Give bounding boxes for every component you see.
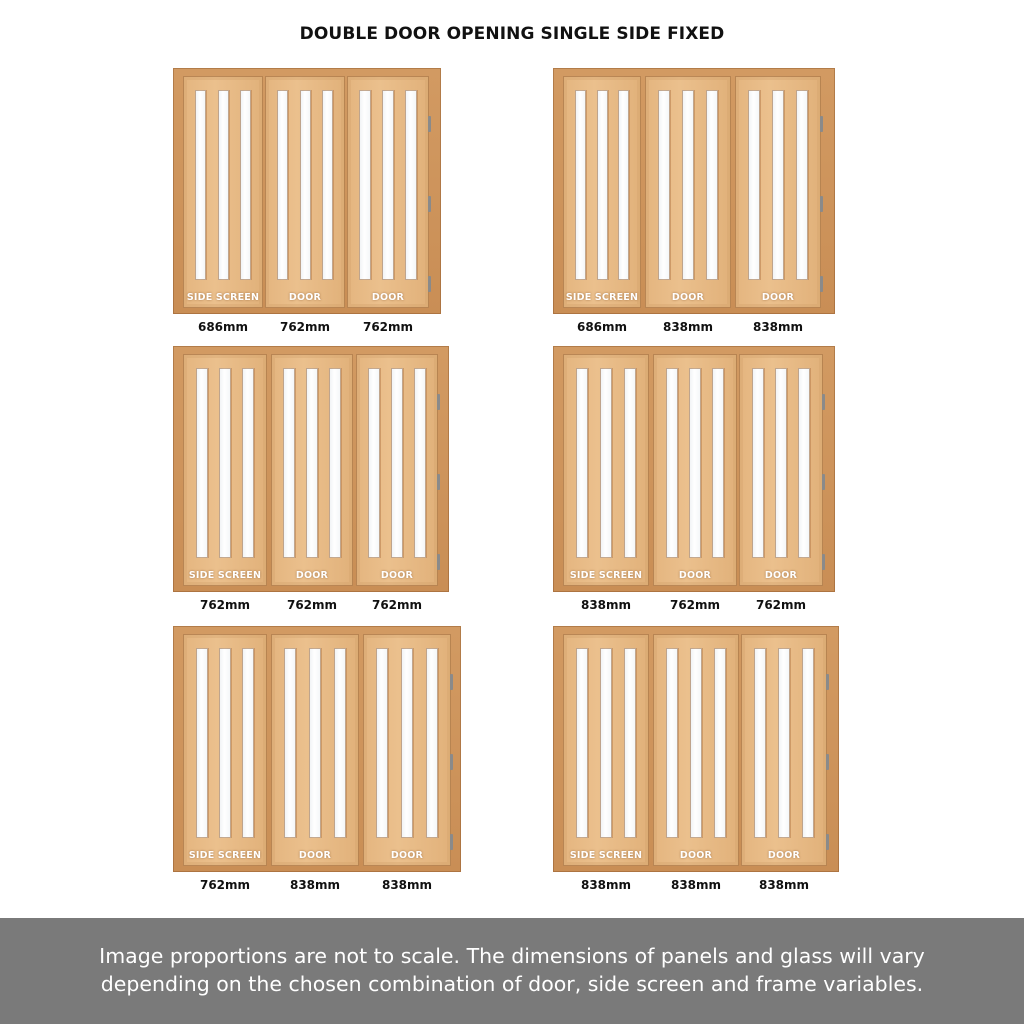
disclaimer-banner bbox=[0, 918, 1024, 1024]
glass-pane bbox=[242, 648, 254, 838]
dimension-label: 838mm bbox=[752, 320, 804, 334]
glass-pane bbox=[689, 368, 701, 558]
glass-pane bbox=[405, 90, 417, 280]
door-panel bbox=[265, 76, 345, 308]
glass-pane bbox=[798, 368, 810, 558]
side-screen-label: SIDE SCREEN bbox=[569, 570, 643, 581]
dimension-label: 838mm bbox=[670, 878, 722, 892]
door-panel bbox=[741, 634, 827, 866]
glass-pane bbox=[322, 90, 333, 280]
dimension-label: 838mm bbox=[381, 878, 433, 892]
door-configuration bbox=[173, 68, 441, 338]
glass-pane bbox=[283, 368, 295, 558]
disclaimer-line-1: Image proportions are not to scale. The dimensions of panels and glass will vary bbox=[99, 944, 925, 968]
dimension-label: 838mm bbox=[758, 878, 810, 892]
dimension-label: 762mm bbox=[755, 598, 807, 612]
glass-pane bbox=[796, 90, 808, 280]
hinge-icon bbox=[822, 554, 825, 570]
glass-pane bbox=[242, 368, 254, 558]
side-screen-label: SIDE SCREEN bbox=[188, 570, 262, 581]
door-label: DOOR bbox=[295, 570, 329, 581]
dimension-label: 762mm bbox=[199, 598, 251, 612]
dimension-row bbox=[553, 878, 839, 894]
glass-pane bbox=[576, 648, 588, 838]
side-screen-panel bbox=[183, 76, 263, 308]
door-panel bbox=[653, 634, 739, 866]
door-label: DOOR bbox=[767, 850, 801, 861]
glass-pane bbox=[575, 90, 586, 280]
hinge-icon bbox=[826, 674, 829, 690]
hinge-icon bbox=[437, 554, 440, 570]
glass-pane bbox=[682, 90, 694, 280]
hinge-icon bbox=[437, 394, 440, 410]
glass-pane bbox=[306, 368, 318, 558]
glass-pane bbox=[376, 648, 388, 838]
glass-pane bbox=[359, 90, 371, 280]
side-screen-label: SIDE SCREEN bbox=[565, 292, 639, 303]
dimension-label: 686mm bbox=[576, 320, 628, 334]
door-label: DOOR bbox=[679, 850, 713, 861]
door-label: DOOR bbox=[371, 292, 405, 303]
door-label: DOOR bbox=[671, 292, 705, 303]
glass-pane bbox=[752, 368, 764, 558]
glass-pane bbox=[600, 368, 612, 558]
dimension-label: 838mm bbox=[662, 320, 714, 334]
hinge-icon bbox=[450, 754, 453, 770]
dimension-row bbox=[553, 598, 835, 614]
dimension-label: 838mm bbox=[580, 598, 632, 612]
glass-pane bbox=[401, 648, 413, 838]
glass-pane bbox=[196, 368, 208, 558]
door-configuration bbox=[553, 346, 835, 616]
glass-pane bbox=[329, 368, 341, 558]
door-configuration bbox=[553, 68, 835, 338]
glass-pane bbox=[597, 90, 608, 280]
dimension-row bbox=[553, 320, 835, 336]
glass-pane bbox=[240, 90, 251, 280]
hinge-icon bbox=[437, 474, 440, 490]
page-title: DOUBLE DOOR OPENING SINGLE SIDE FIXED bbox=[299, 24, 725, 44]
glass-pane bbox=[219, 648, 231, 838]
hinge-icon bbox=[820, 196, 823, 212]
door-label: DOOR bbox=[288, 292, 322, 303]
glass-pane bbox=[754, 648, 766, 838]
hinge-icon bbox=[822, 474, 825, 490]
hinge-icon bbox=[820, 116, 823, 132]
glass-pane bbox=[368, 368, 380, 558]
glass-pane bbox=[624, 648, 636, 838]
hinge-icon bbox=[428, 116, 431, 132]
glass-pane bbox=[666, 368, 678, 558]
glass-pane bbox=[334, 648, 346, 838]
dimension-label: 762mm bbox=[286, 598, 338, 612]
dimension-label: 686mm bbox=[197, 320, 249, 334]
door-configuration bbox=[553, 626, 839, 896]
glass-pane bbox=[712, 368, 724, 558]
door-label: DOOR bbox=[678, 570, 712, 581]
glass-pane bbox=[802, 648, 814, 838]
hinge-icon bbox=[822, 394, 825, 410]
door-configuration bbox=[173, 346, 449, 616]
dimension-row bbox=[173, 598, 449, 614]
dimension-row bbox=[173, 320, 441, 336]
glass-pane bbox=[196, 648, 208, 838]
door-label: DOOR bbox=[390, 850, 424, 861]
glass-pane bbox=[218, 90, 229, 280]
hinge-icon bbox=[826, 754, 829, 770]
side-screen-label: SIDE SCREEN bbox=[569, 850, 643, 861]
dimension-label: 762mm bbox=[199, 878, 251, 892]
door-panel bbox=[739, 354, 823, 586]
glass-pane bbox=[690, 648, 702, 838]
hinge-icon bbox=[450, 834, 453, 850]
door-panel bbox=[645, 76, 731, 308]
glass-pane bbox=[219, 368, 231, 558]
glass-pane bbox=[658, 90, 670, 280]
hinge-icon bbox=[428, 276, 431, 292]
glass-pane bbox=[666, 648, 678, 838]
dimension-label: 762mm bbox=[279, 320, 331, 334]
door-panel bbox=[347, 76, 429, 308]
side-screen-panel bbox=[563, 76, 641, 308]
glass-pane bbox=[618, 90, 629, 280]
glass-pane bbox=[382, 90, 394, 280]
door-label: DOOR bbox=[380, 570, 414, 581]
door-label: DOOR bbox=[761, 292, 795, 303]
hinge-icon bbox=[820, 276, 823, 292]
dimension-label: 838mm bbox=[580, 878, 632, 892]
glass-pane bbox=[775, 368, 787, 558]
glass-pane bbox=[576, 368, 588, 558]
glass-pane bbox=[414, 368, 426, 558]
glass-pane bbox=[309, 648, 321, 838]
door-panel bbox=[271, 634, 359, 866]
glass-pane bbox=[426, 648, 438, 838]
glass-pane bbox=[300, 90, 311, 280]
glass-pane bbox=[600, 648, 612, 838]
glass-pane bbox=[714, 648, 726, 838]
door-panel bbox=[653, 354, 737, 586]
glass-pane bbox=[706, 90, 718, 280]
hinge-icon bbox=[826, 834, 829, 850]
glass-pane bbox=[778, 648, 790, 838]
hinge-icon bbox=[450, 674, 453, 690]
door-label: DOOR bbox=[764, 570, 798, 581]
glass-pane bbox=[277, 90, 288, 280]
door-panel bbox=[735, 76, 821, 308]
door-label: DOOR bbox=[298, 850, 332, 861]
side-screen-panel bbox=[183, 634, 267, 866]
glass-pane bbox=[391, 368, 403, 558]
glass-pane bbox=[624, 368, 636, 558]
dimension-label: 838mm bbox=[289, 878, 341, 892]
dimension-label: 762mm bbox=[362, 320, 414, 334]
glass-pane bbox=[284, 648, 296, 838]
side-screen-label: SIDE SCREEN bbox=[188, 850, 262, 861]
hinge-icon bbox=[428, 196, 431, 212]
glass-pane bbox=[748, 90, 760, 280]
side-screen-panel bbox=[563, 354, 649, 586]
side-screen-panel bbox=[563, 634, 649, 866]
door-configuration bbox=[173, 626, 461, 896]
door-panel bbox=[271, 354, 353, 586]
door-panel bbox=[356, 354, 438, 586]
glass-pane bbox=[195, 90, 206, 280]
dimension-row bbox=[173, 878, 461, 894]
side-screen-panel bbox=[183, 354, 267, 586]
dimension-label: 762mm bbox=[371, 598, 423, 612]
door-panel bbox=[363, 634, 451, 866]
side-screen-label: SIDE SCREEN bbox=[186, 292, 260, 303]
glass-pane bbox=[772, 90, 784, 280]
dimension-label: 762mm bbox=[669, 598, 721, 612]
disclaimer-text bbox=[0, 942, 1024, 998]
disclaimer-line-2: depending on the chosen combination of door, side screen and frame variables. bbox=[100, 972, 924, 996]
